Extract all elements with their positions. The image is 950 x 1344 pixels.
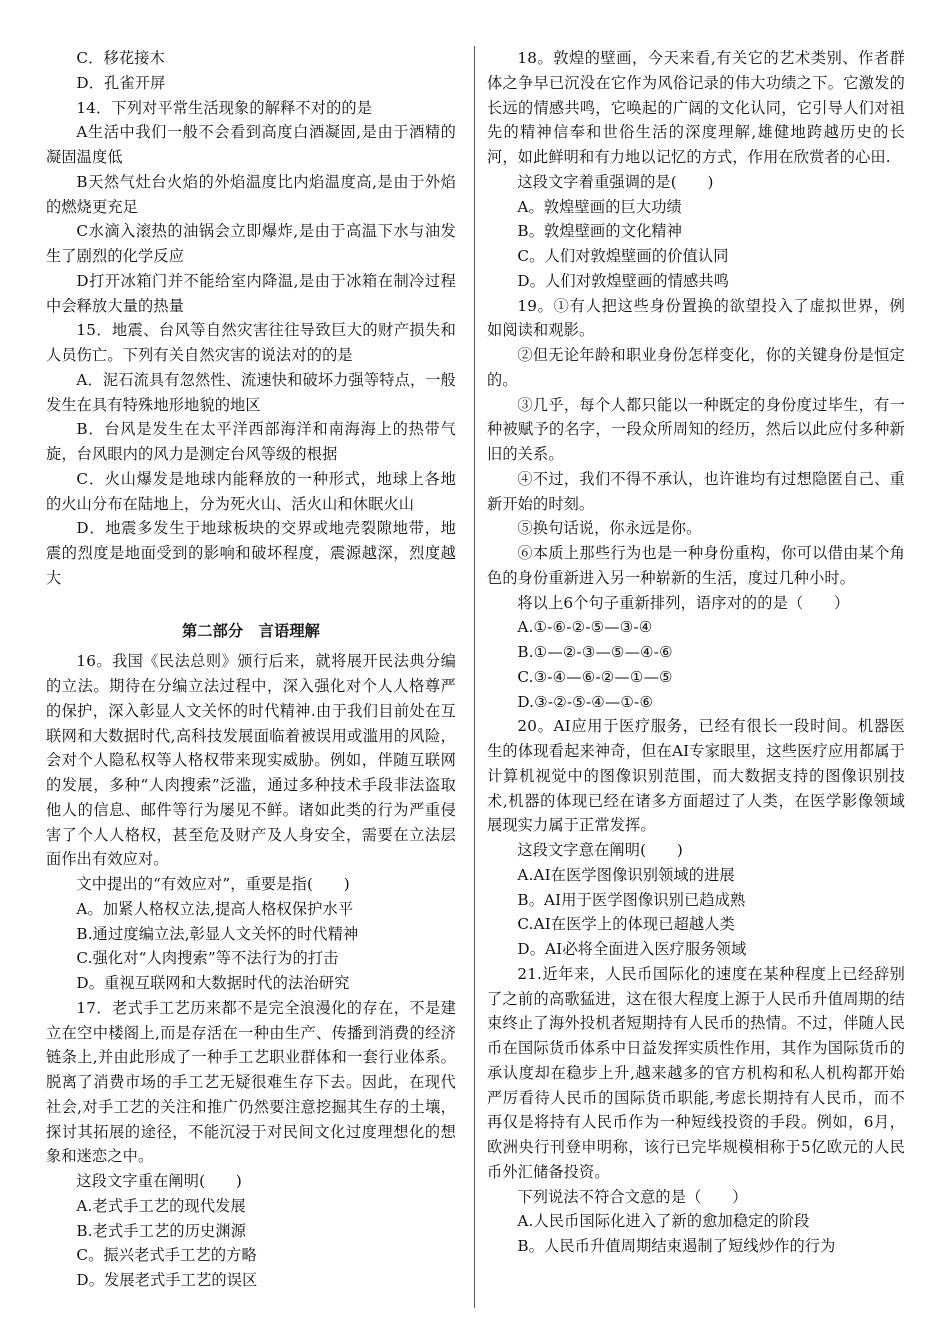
q19-sentence-4: ④不过，我们不得不承认，也许谁均有过想隐匿自己、重新开始的时刻。	[487, 469, 905, 513]
q19-sentence-3: ③几乎，每个人都只能以一种既定的身份度过毕生，有一种被赋予的名字，一段众所周知的经历，然后以此应付多种新旧的关系。	[487, 395, 905, 463]
q20-option-d: D。AI必将全面进入医疗服务领域	[517, 940, 747, 958]
q18-option-a: A。敦煌壁画的巨大功绩	[517, 197, 682, 216]
q16-question: 文中提出的“有效应对”，重要是指( )	[76, 875, 350, 893]
q18-option-d: D。人们对敦煌壁画的情感共鸣	[517, 271, 730, 290]
q15-option-c: C．火山爆发是地球内能释放的一种形式，地球上各地的火山分布在陆地上，分为死火山、活火山和休眠火山	[46, 469, 456, 513]
q16-option-b: B.通过度编立法,彰显人文关怀的时代精神	[76, 924, 359, 943]
q18-question: 这段文字着重强调的是( )	[517, 172, 714, 191]
q14-option-c: C水滴入滚热的油锅会立即爆炸,是由于高温下水与油发生了剧烈的化学反应	[46, 222, 456, 265]
q17-option-c: C。振兴老式手工艺的方略	[76, 1246, 257, 1265]
section-title: 第二部分 言语理解	[181, 621, 321, 640]
q18-option-c: C。人们对敦煌壁画的价值认同	[517, 247, 729, 265]
q14-option-a: A生活中我们一般不会看到高度白酒凝固,是由于酒精的凝固温度低	[46, 123, 456, 166]
q19-question: 将以上6个句子重新排列，语序对的的是（ ）	[517, 593, 850, 612]
q15-option-a: A．泥石流具有忽然性、流速快和破坏力强等特点，一般发生在具有特殊地形地貌的地区	[46, 370, 456, 414]
q17-question: 这段文字重在阐明( )	[76, 1172, 242, 1190]
q19-sentence-6: ⑥本质上那些行为也是一种身份重构，你可以借由某个角色的身份重新进入另一种崭新的生活，度过几种小时。	[487, 544, 905, 587]
q15-stem: 15．地震、台风等自然灾害往往导致巨大的财产损失和人员伤亡。下列有关自然灾害的说法对的的是	[46, 321, 456, 364]
q19-option-c: C.③-④—⑥-②—①—⑤	[517, 667, 673, 686]
q19-option-d: D.③-②-⑤-④—①-⑥	[517, 692, 654, 711]
left-column	[46, 46, 456, 1314]
q18-stem: 18。敦煌的壁画，今天来看,有关它的艺术类别、作者群体之争早已沉没在它作为风俗记录的伟大功绩之下。它激发的长远的情感共鸣，它唤起的广阔的文化认同，它引导人们对祖先的精神信奉和世俗生活的深度理解,雄健地跨越历史的长河，如此鲜明和有力地以记忆的方式，作用在欣赏者的心田.	[487, 49, 905, 166]
q13-option-c: C．移花接木	[76, 49, 165, 67]
q20-option-a: A.AI在医学图像识别领域的进展	[517, 865, 735, 884]
q17-stem: 17．老式手工艺历来都不是完全浪漫化的存在，不是建立在空中楼阁上,而是存活在一种由生产、传播到消费的经济链条上,并由此形成了一种手工艺职业群体和一套行业体系。脱离了消费市场的手工艺无疑很难生存下去。因此，在现代社会,对手工艺的关注和推广仍然要注意挖掘其生存的土壤，探讨其拓展的途径，不能沉浸于对民间文化过度理想化的想象和迷恋之中。	[46, 998, 456, 1166]
q13-option-d: D．孔雀开屏	[76, 73, 166, 92]
q16-option-c: C.强化对“人肉搜索”等不法行为的打击	[76, 949, 339, 968]
q20-question: 这段文字意在阐明( )	[517, 841, 683, 859]
q17-option-b: B.老式手工艺的历史渊源	[76, 1221, 247, 1240]
q14-option-d: D打开冰箱门并不能给室内降温,是由于冰箱在制冷过程中会释放大量的热量	[46, 271, 456, 315]
q21-option-a: A.人民币国际化进入了新的愈加稳定的阶段	[517, 1212, 810, 1231]
q19-sentence-1: 19。①有人把这些身份置换的欲望投入了虚拟世界，例如阅读和观影。	[487, 296, 905, 340]
q21-stem: 21.近年来，人民币国际化的速度在某种程度上已经辞别了之前的高歌猛进，这在很大程度上源于人民币升值周期的结束终止了海外投机者短期持有人民币的热情。不过，伴随人民币在国际货币体系中日益发挥实质性作用，其作为国际货币的承认度却在稳步上升,越来越多的官方机构和私人机构都开始严厉看待人民币的国际货币职能,考虑长期持有人民币，而不再仅是将持有人民币作为一种短线投资的手段。例如，6月，欧洲央行刊登申明称，该行已完毕规模相称于5亿欧元的人民币外汇储备投资。	[487, 964, 905, 1181]
q19-option-a: A.①-⑥-②-⑤—③-④	[517, 618, 653, 637]
q17-option-d: D。发展老式手工艺的误区	[76, 1271, 258, 1289]
q16-option-d: D。重视互联网和大数据时代的法治研究	[76, 974, 350, 992]
q19-sentence-2: ②但无论年龄和职业身份怎样变化，你的关键身份是恒定的。	[487, 346, 905, 389]
q16-option-a: A。加紧人格权立法,提高人格权保护水平	[76, 899, 354, 918]
q18-option-b: B。敦煌壁画的文化精神	[517, 222, 683, 241]
q20-stem: 20。AI应用于医疗服务，已经有很长一段时间。机器医生的体现看起来神奇，但在AI专家眼里，这些医疗应用都属于计算机视觉中的图像识别范围，而大数据支持的图像识别技术,机器的体现已经在诸多方面超过了人类，在医学影像领域展现实力属于正常发挥。	[487, 717, 905, 835]
q15-option-b: B．台风是发生在太平洋西部海洋和南海海上的热带气旋，台风眼内的风力是测定台风等级的根据	[46, 420, 456, 463]
q20-option-b: B。AI用于医学图像识别已趋成熟	[517, 890, 746, 909]
right-column	[487, 46, 905, 1314]
q21-option-b: B。人民币升值周期结束遏制了短线炒作的行为	[517, 1237, 836, 1255]
q14-stem: 14．下列对平常生活现象的解释不对的的是	[76, 98, 373, 117]
column-divider	[474, 46, 475, 1308]
q16-stem: 16。我国《民法总则》颁行后来，就将展开民法典分编的立法。期待在分编立法过程中，深入强化对个人人格尊严的保护，深入彰显人文关怀的时代精神.由于我们目前处在互联网和大数据时代,高科技发展面临着被误用或滥用的风险，会对个人隐私权等人格权带来现实威胁。例如，伴随互联网的发展，多种“人肉搜索”泛滥，通过多种技术手段非法盗取他人的信息、邮件等行为屡见不鲜。诸如此类的行为严重侵害了个人人格权，甚至危及财产及人身安全，需要在立法层面作出有效应对。	[46, 652, 456, 869]
q19-sentence-5: ⑤换句话说，你永远是你。	[517, 519, 702, 538]
q15-option-d: D．地震多发生于地球板块的交界或地壳裂隙地带，地震的烈度是地面受到的影响和破坏程度，震源越深，烈度越大	[46, 519, 456, 587]
q14-option-b: B天然气灶台火焰的外焰温度比内焰温度高,是由于外焰的燃烧更充足	[46, 172, 456, 216]
q20-option-c: C.AI在医学上的体现已超越人类	[517, 915, 735, 934]
q17-option-a: A.老式手工艺的现代发展	[76, 1196, 246, 1215]
q21-question: 下列说法不符合文意的是（ ）	[517, 1187, 748, 1206]
q19-option-b: B.①—②-③—⑤—④-⑥	[517, 643, 673, 661]
